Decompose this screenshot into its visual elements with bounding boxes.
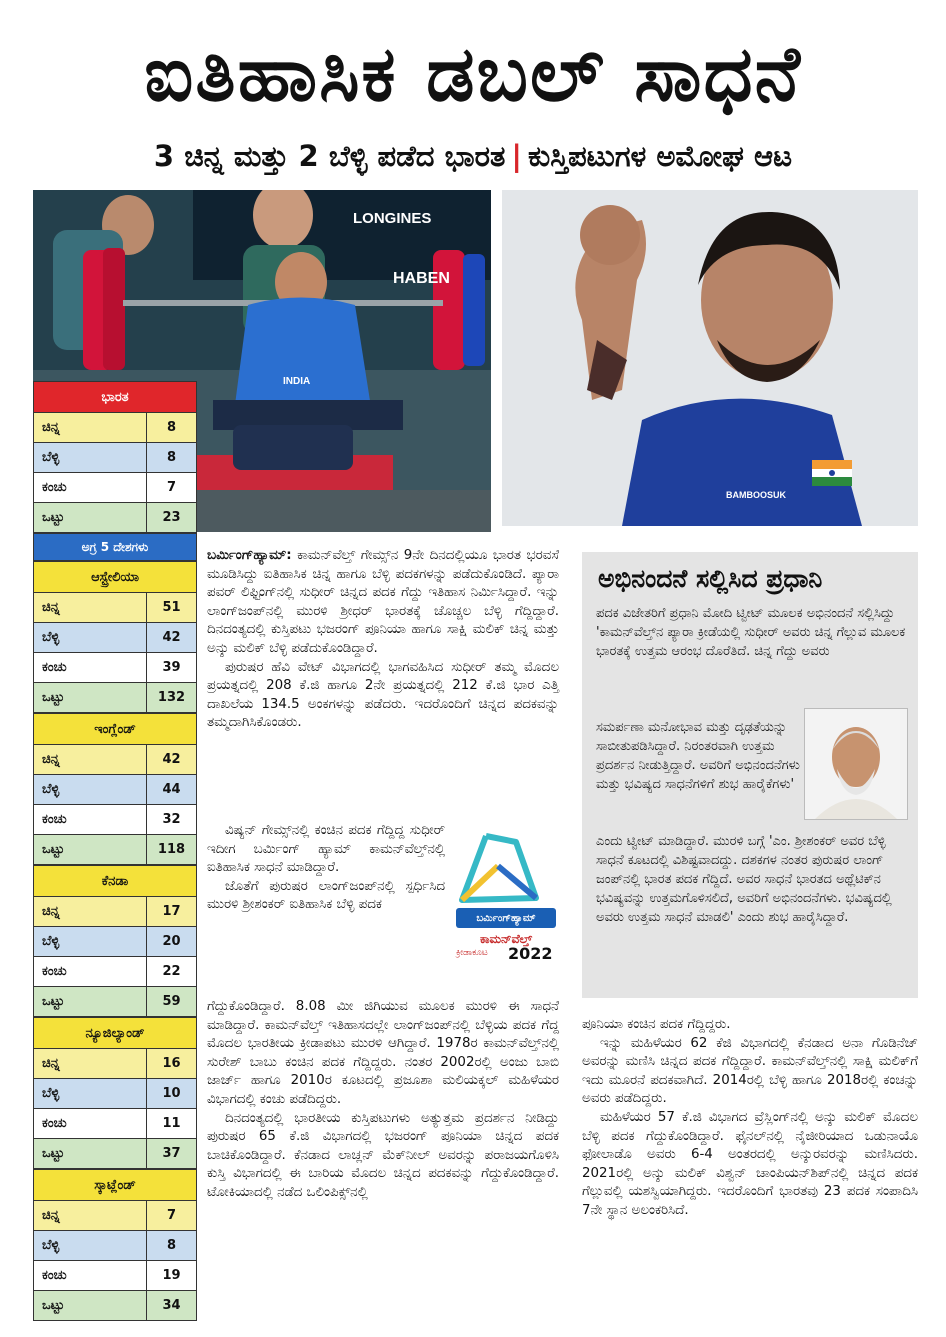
total-label: ಒಟ್ಟು bbox=[34, 683, 147, 712]
article-paragraph: ಮಹಿಳೆಯರ 57 ಕೆ.ಜಿ ವಿಭಾಗದ ವ್ರೆಸ್ಲಿಂಗ್‌ನಲ್ಲಿ ಅನ್ಶು ಮಲಿಕ್ ಮೊದಲ ಬೆಳ್ಳಿ ಪದಕ ಗೆದ್ದುಕೊಂಡಿದ್ದಾರೆ. ಫೈನಲ್‌ನಲ್ಲಿ ನೈಜೀರಿಯಾದ ಒಡುನಾಯೊ ಫೋಲಾಡೊ ಅವರು 6-4 ಅಂತರದಲ್ಲಿ ಅನ್ಶುರವರನ್ನು ಮಣಿಸಿದರು. 2021ರಲ್ಲಿ ಅನ್ಶು ಮಲಿಕ್ ವಿಶ್ವನ್ ಚಾಂಪಿಯನ್‌ಶಿಪ್‌ನಲ್ಲಿ ಚಿನ್ನದ ಪದಕ ಗೆಲ್ಲುವಲ್ಲಿ ಯಶಸ್ವಿಯಾಗಿದ್ದರು. ಇದರೊಂದಿಗೆ ಭಾರತವು 23 ಪದಕ ಸಂಪಾದಿಸಿ 7ನೇ ಸ್ಥಾನ ಅಲಂಕರಿಸಿದೆ. bbox=[582, 1109, 918, 1218]
gold-row bbox=[33, 1201, 197, 1231]
article-column-bottom bbox=[207, 998, 559, 1203]
bronze-label: ಕಂಚು bbox=[34, 653, 147, 682]
article-column-top bbox=[207, 547, 559, 733]
silver-label: ಬೆಳ್ಳಿ bbox=[34, 927, 147, 956]
gold-value: 51 bbox=[162, 600, 181, 615]
pm-congratulation-box bbox=[582, 552, 918, 998]
subhead-left: 3 ಚಿನ್ನ ಮತ್ತು 2 ಬೆಳ್ಳಿ ಪಡೆದ ಭಾರತ bbox=[153, 139, 506, 173]
headline: ಐತಿಹಾಸಿಕ ಡಬಲ್ ಸಾಧನೆ bbox=[144, 29, 802, 118]
gold-label: ಚಿನ್ನ bbox=[34, 1049, 147, 1078]
gold-label: ಚಿನ್ನ bbox=[34, 593, 147, 622]
silver-row bbox=[33, 927, 197, 957]
pm-box-text: ಸಮರ್ಪಣಾ ಮನೋಭಾವ ಮತ್ತು ದೃಢತೆಯನ್ನು ಸಾಬೀತುಪಡಿಸಿದ್ದಾರೆ. ನಿರಂತರವಾಗಿ ಉತ್ತಮ ಪ್ರದರ್ಶನ ನೀಡುತ್ತಿದ್ದಾರೆ. ಅವರಿಗೆ ಅಭಿನಂದನೆಗಳು ಮತ್ತು ಭವಿಷ್ಯದ ಸಾಧನೆಗಳಿಗೆ ಶುಭ ಹಾರೈಕೆಗಳು' bbox=[596, 720, 800, 792]
country-header: ಇಂಗ್ಲೆಂಡ್ bbox=[33, 713, 197, 745]
total-value: 34 bbox=[162, 1298, 181, 1313]
article-paragraph: ಪುರುಷರ ಹೆವಿ ವೇಟ್ ವಿಭಾಗದಲ್ಲಿ ಭಾಗವಹಿಸಿದ ಸುಧೀರ್ ತಮ್ಮ ಮೊದಲ ಪ್ರಯತ್ನದಲ್ಲಿ 208 ಕೆ.ಜಿ ಹಾಗೂ 2ನೇ ಪ್ರಯತ್ನದಲ್ಲಿ 212 ಕೆ.ಜಿ ಭಾರ ಎತ್ತಿ ದಾಖಲೆಯ 134.5 ಅಂಕಗಳನ್ನು ಪಡೆದರು. ಇದರೊಂದಿಗೆ ಚಿನ್ನದ ಪದಕವನ್ನು ತಮ್ಮದಾಗಿಸಿಕೊಂಡರು. bbox=[207, 659, 559, 731]
gold-value: 7 bbox=[166, 1208, 177, 1223]
article-paragraph: ವಿಷ್ಯನ್ ಗೇಮ್ಸ್‌ನಲ್ಲಿ ಕಂಚಿನ ಪದಕ ಗೆದ್ದಿದ್ದ ಸುಧೀರ್ ಇದೀಗ ಬರ್ಮಿಂಗ್ ಹ್ಯಾಮ್ ಕಾಮನ್‌ವೆಲ್ತ್‌ನಲ್ಲಿ ಐತಿಹಾಸಿಕ ಸಾಧನೆ ಮಾಡಿದ್ದಾರೆ. bbox=[207, 823, 445, 876]
bronze-row bbox=[33, 957, 197, 987]
bronze-label: ಕಂಚು bbox=[34, 957, 147, 986]
country-block bbox=[33, 561, 197, 713]
silver-label: ಬೆಳ್ಳಿ bbox=[34, 623, 147, 652]
bronze-value: 22 bbox=[162, 964, 181, 979]
total-row bbox=[33, 987, 197, 1017]
cwg-name: ಕಾಮನ್‌ವೆಲ್ತ್ bbox=[479, 932, 533, 946]
country-block bbox=[33, 865, 197, 1017]
total-value: 23 bbox=[162, 510, 181, 525]
pm-portrait-illustration bbox=[805, 709, 907, 819]
silver-row bbox=[33, 775, 197, 805]
silver-label: ಬೆಳ್ಳಿ bbox=[34, 775, 147, 804]
silver-label: ಬೆಳ್ಳಿ bbox=[34, 1079, 147, 1108]
silver-value: 8 bbox=[166, 1238, 177, 1253]
longines-sign: LONGINES bbox=[353, 210, 432, 227]
article-paragraph: ಜೊತೆಗೆ ಪುರುಷರ ಲಾಂಗ್‌ಜಂಪ್‌ನಲ್ಲಿ ಸ್ಪರ್ಧಿಸಿದ ಮುರಳಿ ಶ್ರೀಶಂಕರ್ ಐತಿಹಾಸಿಕ ಬೆಳ್ಳಿ ಪದಕ bbox=[207, 878, 445, 913]
bronze-value: 19 bbox=[162, 1268, 181, 1283]
india-total-row bbox=[33, 503, 197, 533]
gold-value: 17 bbox=[162, 904, 181, 919]
subheadline bbox=[0, 134, 946, 178]
gold-row bbox=[33, 1049, 197, 1079]
total-value: 59 bbox=[162, 994, 181, 1009]
gold-row bbox=[33, 745, 197, 775]
silver-row bbox=[33, 623, 197, 653]
gold-row bbox=[33, 593, 197, 623]
bronze-value: 7 bbox=[166, 480, 177, 495]
country-header: ಸ್ಕಾಟ್ಲೆಂಡ್ bbox=[33, 1169, 197, 1201]
cwg-triangle-icon bbox=[452, 826, 560, 910]
cwg-city: ಬರ್ಮಿಂಗ್‌ಹ್ಯಾಮ್ bbox=[456, 908, 556, 928]
bronze-label: ಕಂಚು bbox=[34, 805, 147, 834]
gold-value: 16 bbox=[162, 1056, 181, 1071]
bronze-row bbox=[33, 805, 197, 835]
wrestler-illustration bbox=[502, 190, 918, 526]
gold-label: ಚಿನ್ನ bbox=[34, 745, 147, 774]
india-gold-row bbox=[33, 413, 197, 443]
pm-portrait bbox=[804, 708, 908, 820]
article-paragraph: ಗೆದ್ದುಕೊಂಡಿದ್ದಾರೆ. 8.08 ಮೀ ಜಿಗಿಯುವ ಮೂಲಕ ಮುರಳಿ ಈ ಸಾಧನೆ ಮಾಡಿದ್ದಾರೆ. ಕಾಮನ್‌ವೆಲ್ತ್ ಇತಿಹಾಸದಲ್ಲೇ ಲಾಂಗ್‌ಜಂಪ್‌ನಲ್ಲಿ ಬೆಳ್ಳಿಯ ಪದಕ ಗೆದ್ದ ಮೊದಲ ಭಾರತೀಯ ಕ್ರೀಡಾಪಟು ಮುರಳಿ ಆಗಿದ್ದಾರೆ. 1978ರ ಕಾಮನ್‌ವೆಲ್ತ್‌ನಲ್ಲಿ ಸುರೇಶ್ ಬಾಬು ಕಂಚಿನ ಪದಕ ಗೆದ್ದಿದ್ದರು. ನಂತರ 2002ರಲ್ಲಿ ಅಂಜು ಬಾಬಿ ಜಾರ್ಜ್ ಹಾಗೂ 2010ರ ಕೂಟದಲ್ಲಿ ಪ್ರಜೂಶಾ ಮಲಿಯಕ್ಕಲ್ ಮಹಿಳೆಯರ ವಿಭಾಗದಲ್ಲಿ ಕಂಚು ಪಡೆದಿದ್ದರು. bbox=[207, 999, 559, 1107]
total-row bbox=[33, 683, 197, 713]
country-header: ಆಸ್ಟ್ರೇಲಿಯಾ bbox=[33, 561, 197, 593]
country-header: ಕೆನಡಾ bbox=[33, 865, 197, 897]
total-label: ಒಟ್ಟು bbox=[34, 835, 147, 864]
silver-value: 42 bbox=[162, 630, 181, 645]
silver-label: ಬೆಳ್ಳಿ bbox=[34, 443, 147, 472]
total-row bbox=[33, 1139, 197, 1169]
wrestler-photo bbox=[502, 190, 918, 526]
gold-value: 8 bbox=[166, 420, 177, 435]
silver-value: 20 bbox=[162, 934, 181, 949]
article-paragraph: ಇನ್ನು ಮಹಿಳೆಯರ 62 ಕೆಜಿ ವಿಭಾಗದಲ್ಲಿ ಕೆನಡಾದ ಅನಾ ಗೊಡಿನೆಜ್ ಅವರನ್ನು ಮಣಿಸಿ ಚಿನ್ನದ ಪದಕ ಗೆದ್ದಿದ್ದಾರೆ. ಕಾಮನ್‌ವೆಲ್ತ್‌ನಲ್ಲಿ ಸಾಕ್ಷಿ ಮಲಿಕ್‌ಗೆ ಇದು ಮೂರನೆ ಪದಕವಾಗಿದೆ. 2014ರಲ್ಲಿ ಬೆಳ್ಳಿ ಹಾಗೂ 2018ರಲ್ಲಿ ಕಂಚನ್ನು ಅವರು ಪಡೆದಿದ್ದರು. bbox=[582, 1035, 918, 1107]
total-value: 118 bbox=[157, 842, 186, 857]
country-block bbox=[33, 1017, 197, 1169]
article-column-narrow bbox=[207, 822, 445, 915]
article-paragraph-text: ಕಾಮನ್‌ವೆಲ್ತ್ ಗೇಮ್ಸ್‌ನ 9ನೇ ದಿನದಲ್ಲಿಯೂ ಭಾರತ ಭರವಸೆ ಮೂಡಿಸಿದ್ದು ಐತಿಹಾಸಿಕ ಚಿನ್ನ ಹಾಗೂ ಬೆಳ್ಳಿ ಪದಕಗಳನ್ನು ಪಡೆದುಕೊಂಡಿದೆ. ಪ್ಯಾರಾ ಪವರ್ ಲಿಫ್ಟಿಂಗ್‌ನಲ್ಲಿ ಸುಧೀರ್ ಚಿನ್ನದ ಪದಕ ಗೆದ್ದು ಇತಿಹಾಸ ನಿರ್ಮಿಸಿದ್ದಾರೆ. ಇನ್ನು ಲಾಂಗ್‌ಜಂಪ್‌ನಲ್ಲಿ ಮುರಳಿ ಶ್ರೀಧರ್ ಭಾರತಕ್ಕೆ ಚೊಚ್ಚಲ ಬೆಳ್ಳಿ ಗೆದ್ದಿದ್ದಾರೆ. ದಿನದಂತ್ಯದಲ್ಲಿ ಕುಸ್ತಿಪಟು ಭಜರಂಗ್ ಪೂನಿಯಾ ಹಾಗೂ ಸಾಕ್ಷಿ ಮಲಿಕ್ ಚಿನ್ನ ಮತ್ತು ಅನ್ಶು ಮಲಿಕ್ ಬೆಳ್ಳಿ ಪಡೆದುಕೊಂಡಿದ್ದಾರೆ. bbox=[207, 548, 559, 656]
subhead-right: ಕುಸ್ತಿಪಟುಗಳ ಅಮೋಘ ಆಟ bbox=[527, 139, 793, 173]
india-header: ಭಾರತ bbox=[33, 381, 197, 413]
bronze-label: ಕಂಚು bbox=[34, 1261, 147, 1290]
subhead-separator: | bbox=[511, 139, 522, 173]
silver-row bbox=[33, 1231, 197, 1261]
country-header: ನ್ಯೂಜಿಲ್ಯಾಂಡ್ bbox=[33, 1017, 197, 1049]
gold-value: 42 bbox=[162, 752, 181, 767]
cwg-year: 2022 bbox=[508, 944, 553, 963]
pm-box-title: ಅಭಿನಂದನೆ ಸಲ್ಲಿಸಿದ ಪ್ರಧಾನಿ bbox=[598, 564, 823, 593]
gold-label: ಚಿನ್ನ bbox=[34, 897, 147, 926]
cwg-games: ಕ್ರೀಡಾಕೂಟ bbox=[456, 948, 488, 958]
india-silver-row bbox=[33, 443, 197, 473]
bronze-row bbox=[33, 1261, 197, 1291]
silver-value: 10 bbox=[162, 1086, 181, 1101]
total-value: 37 bbox=[162, 1146, 181, 1161]
gold-label: ಚಿನ್ನ bbox=[34, 413, 147, 442]
article-column-right bbox=[582, 1016, 918, 1221]
bronze-label: ಕಂಚು bbox=[34, 1109, 147, 1138]
article-paragraph bbox=[207, 547, 559, 659]
article-paragraph: ಪೂನಿಯಾ ಕಂಚಿನ ಪದಕ ಗೆದ್ದಿದ್ದರು. bbox=[582, 1017, 731, 1032]
total-label: ಒಟ್ಟು bbox=[34, 1291, 147, 1320]
bronze-value: 39 bbox=[162, 660, 181, 675]
silver-row bbox=[33, 1079, 197, 1109]
jersey-brand: BAMBOOSUK bbox=[726, 490, 786, 500]
total-label: ಒಟ್ಟು bbox=[34, 1139, 147, 1168]
bronze-label: ಕಂಚು bbox=[34, 473, 147, 502]
dateline: ಬರ್ಮಿಂಗ್‌ಹ್ಯಾಮ್: bbox=[207, 548, 292, 563]
silver-label: ಬೆಳ್ಳಿ bbox=[34, 1231, 147, 1260]
total-label: ಒಟ್ಟು bbox=[34, 987, 147, 1016]
silver-value: 44 bbox=[162, 782, 181, 797]
banner-sign: HABEN bbox=[393, 270, 450, 287]
medal-table bbox=[33, 381, 197, 1321]
pm-box-text: ಎಂದು ಟ್ವೀಟ್ ಮಾಡಿದ್ದಾರೆ. ಮುರಳಿ ಬಗ್ಗೆ 'ಎಂ. ಶ್ರೀಶಂಕರ್ ಅವರ ಬೆಳ್ಳಿ ಸಾಧನೆ ಕೂಟದಲ್ಲಿ ವಿಶಿಷ್ಟವಾದದ್ದು. ದಶಕಗಳ ನಂತರ ಪುರುಷರ ಲಾಂಗ್ ಜಂಪ್‌ನಲ್ಲಿ ಭಾರತ ಪದಕ ಗೆದ್ದಿದೆ. ಅವರ ಸಾಧನೆ ಭಾರತದ ಅಥ್ಲೆಟಿಕ್‌ನ ಭವಿಷ್ಯವನ್ನು ಉತ್ತಮಗೊಳಿಸಲಿದೆ, ಅವರಿಗೆ ಅಭಿನಂದನೆಗಳು. ಭವಿಷ್ಯದಲ್ಲಿ ಅವರು ಉತ್ತಮ ಸಾಧನೆ ಮಾಡಲಿ' ಎಂದು ಶುಭ ಹಾರೈಸಿದ್ದಾರೆ. bbox=[596, 834, 892, 925]
bronze-value: 32 bbox=[162, 812, 181, 827]
jersey-text: INDIA bbox=[283, 376, 311, 387]
pm-box-text: ಪದಕ ವಿಜೇತರಿಗೆ ಪ್ರಧಾನಿ ಮೋದಿ ಟ್ವೀಟ್ ಮೂಲಕ ಅಭಿನಂದನೆ ಸಲ್ಲಿಸಿದ್ದು 'ಕಾಮನ್‌ವೆಲ್ತ್‌ನ ಪ್ಯಾರಾ ಕ್ರೀಡೆಯಲ್ಲಿ ಸುಧೀರ್ ಅವರು ಚಿನ್ನ ಗೆಲ್ಲುವ ಮೂಲಕ ಭಾರತಕ್ಕೆ ಉತ್ತಮ ಆರಂಭ ದೊರೆತಿದೆ. ಚಿನ್ನ ಗೆದ್ದು ಅವರು bbox=[596, 606, 906, 659]
country-block bbox=[33, 1169, 197, 1321]
country-block bbox=[33, 713, 197, 865]
cwg-logo bbox=[452, 826, 560, 976]
gold-row bbox=[33, 897, 197, 927]
total-value: 132 bbox=[157, 690, 186, 705]
bronze-row bbox=[33, 653, 197, 683]
total-label: ಒಟ್ಟು bbox=[34, 503, 147, 532]
india-bronze-row bbox=[33, 473, 197, 503]
bronze-row bbox=[33, 1109, 197, 1139]
article-paragraph: ದಿನದಂತ್ಯದಲ್ಲಿ ಭಾರತೀಯ ಕುಸ್ತಿಪಟುಗಳು ಅತ್ಯುತ್ತಮ ಪ್ರದರ್ಶನ ನೀಡಿದ್ದು ಪುರುಷರ 65 ಕೆ.ಜಿ ವಿಭಾಗದಲ್ಲಿ ಭಜರಂಗ್ ಪೂನಿಯಾ ಚಿನ್ನದ ಪದಕ ಬಾಚಿಕೊಂಡಿದ್ದಾರೆ. ಕೆನಡಾದ ಲಾಚ್ಲನ್ ಮೆಕ್‌ನೀಲ್ ಅವರನ್ನು ಪರಾಜಯಗೊಳಿಸಿ ಕುಸ್ತಿ ವಿಭಾಗದಲ್ಲಿ ಈ ಬಾರಿಯ ಮೊದಲ ಚಿನ್ನದ ಪದಕವನ್ನು ಗೆದ್ದುಕೊಂಡಿದ್ದಾರೆ. ಟೋಕಿಯಾದಲ್ಲಿ ನಡೆದ ಒಲಿಂಪಿಕ್ಸ್‌ನಲ್ಲಿ bbox=[207, 1110, 559, 1200]
bronze-value: 11 bbox=[162, 1116, 181, 1131]
total-row bbox=[33, 1291, 197, 1321]
total-row bbox=[33, 835, 197, 865]
silver-value: 8 bbox=[166, 450, 177, 465]
top5-header: ಅಗ್ರ 5 ದೇಶಗಳು bbox=[33, 533, 197, 561]
gold-label: ಚಿನ್ನ bbox=[34, 1201, 147, 1230]
